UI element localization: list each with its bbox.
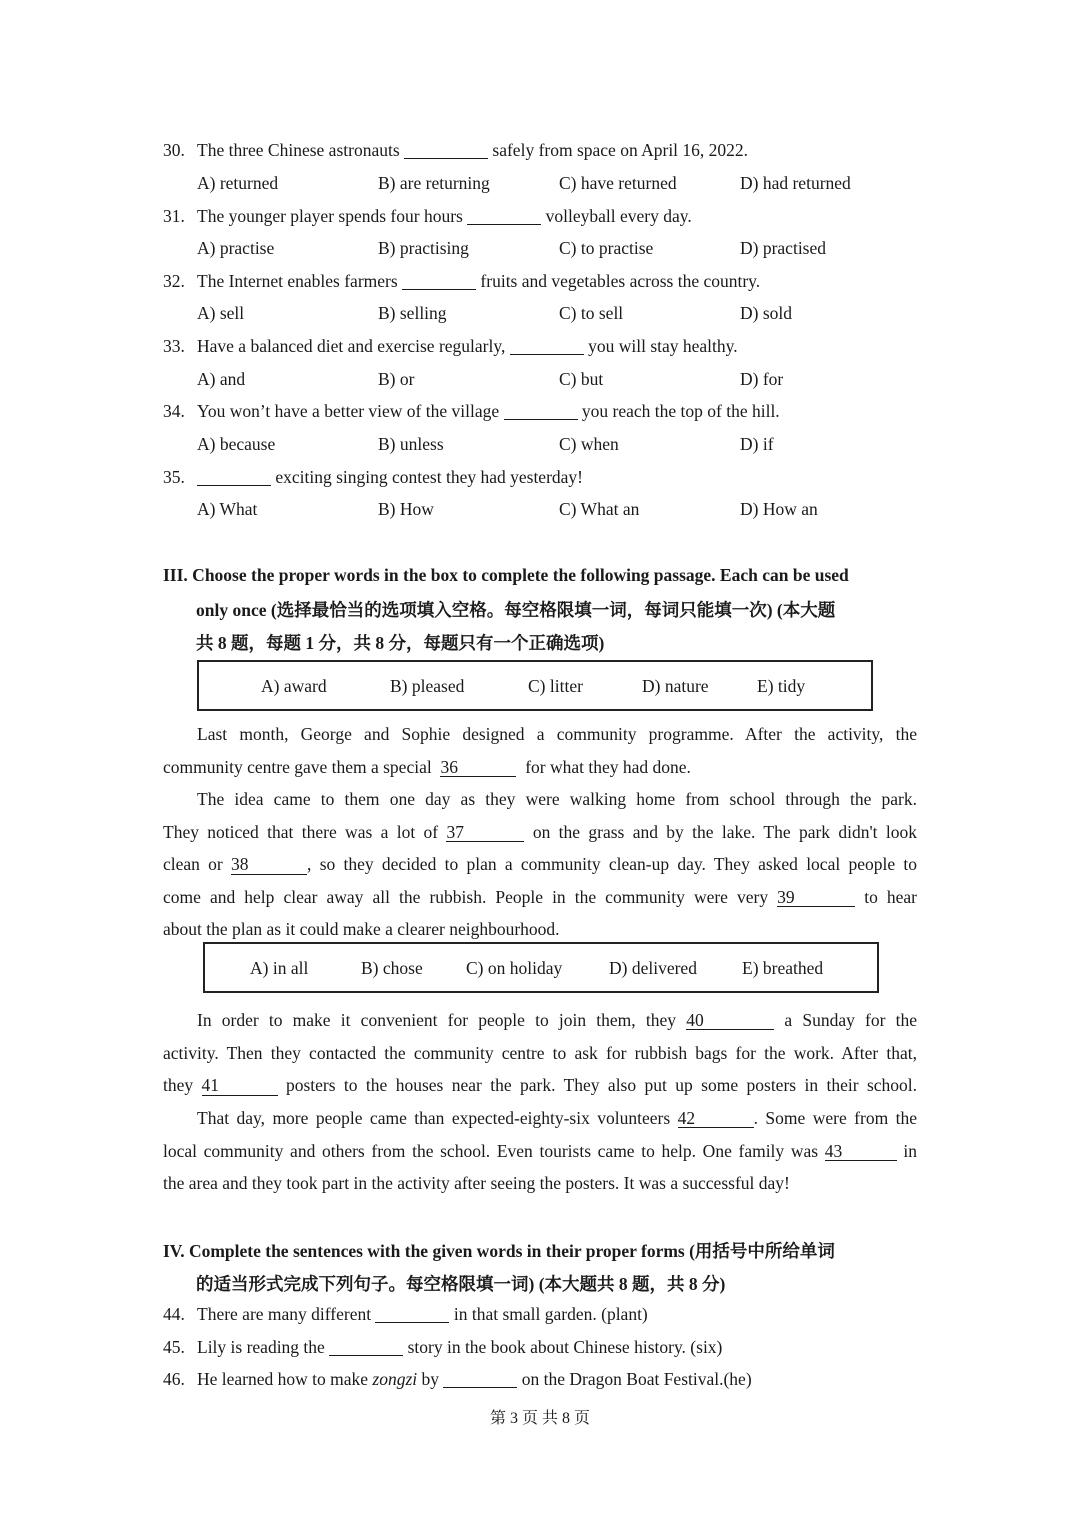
passage-line <box>163 1069 917 1102</box>
word-option: B) chose <box>361 958 423 978</box>
option-d: D) How an <box>740 499 818 519</box>
question-number: 44. <box>163 1304 185 1324</box>
section-3-heading-line1: III. Choose the proper words in the box to complete the following passage. Each can be used <box>163 565 849 585</box>
question-number: 46. <box>163 1369 185 1389</box>
question-text: story in the book about Chinese history. (six) <box>407 1337 723 1357</box>
answer-blank <box>375 1305 449 1324</box>
passage-text: they <box>163 1075 194 1096</box>
answer-blank <box>467 207 541 226</box>
answer-blank <box>404 141 488 160</box>
question-number: 30. <box>163 140 185 160</box>
question-text: He learned how to make <box>197 1369 369 1389</box>
passage-line <box>163 816 917 849</box>
answer-blank <box>510 337 584 356</box>
word-option: C) litter <box>528 676 583 696</box>
section-4-heading-line2: 的适当形式完成下列句子。每空格限填一词) (本大题共 8 题，共 8 分) <box>196 1274 726 1294</box>
word-box-1 <box>197 660 873 711</box>
word-option: C) on holiday <box>466 958 563 978</box>
question-44 <box>163 1304 648 1325</box>
passage-line <box>163 1135 917 1168</box>
question-text: volleyball every day. <box>545 206 692 226</box>
question-31 <box>163 206 692 227</box>
word-option: D) delivered <box>609 958 697 978</box>
option-d: D) if <box>740 434 774 454</box>
option-b: B) unless <box>378 434 444 454</box>
blank-37: 37 <box>446 823 524 842</box>
blank-36: 36 <box>440 758 516 777</box>
option-b: B) selling <box>378 303 447 323</box>
option-a: A) practise <box>197 238 275 258</box>
question-text: safely from space on April 16, 2022. <box>492 140 749 160</box>
question-30 <box>163 140 748 161</box>
passage-text: community centre gave them a special <box>163 756 432 777</box>
passage-text: That day, more people came than expected-eighty-six volunteers <box>197 1108 671 1128</box>
blank-42: 42 <box>678 1109 754 1128</box>
question-35 <box>163 467 583 488</box>
section-3-heading-line2: only once (选择最恰当的选项填入空格。每空格限填一词，每词只能填一次) (本大题 <box>196 600 836 620</box>
question-text: You won’t have a better view of the village <box>197 401 500 421</box>
passage-text: for what they had done. <box>525 756 691 777</box>
option-c: C) to sell <box>559 303 624 323</box>
option-c: C) What an <box>559 499 640 519</box>
passage-text: clean or <box>163 854 223 875</box>
question-text: Have a balanced diet and exercise regularly, <box>197 336 506 356</box>
question-45 <box>163 1337 722 1358</box>
word-option: E) breathed <box>742 958 824 978</box>
option-b: B) practising <box>378 238 469 258</box>
question-text: exciting singing contest they had yesterday! <box>275 467 584 487</box>
question-text-italic: zongzi <box>372 1369 418 1389</box>
passage-text: in <box>903 1140 918 1161</box>
passage-paragraph-1 <box>163 718 917 783</box>
question-text: by <box>421 1369 440 1389</box>
answer-blank <box>402 272 476 291</box>
passage-line <box>163 881 917 914</box>
option-a: A) and <box>197 369 246 389</box>
blank-39: 39 <box>777 888 855 907</box>
question-text: There are many different <box>197 1304 372 1324</box>
passage-text: posters to the houses near the park. They also put up some posters in their school. <box>285 1075 918 1096</box>
passage-line <box>163 751 917 784</box>
question-34 <box>163 401 780 422</box>
question-text: Lily is reading the <box>197 1337 325 1357</box>
passage-text: . Some were from the <box>753 1108 918 1128</box>
question-number: 33. <box>163 336 185 356</box>
option-d: D) practised <box>740 238 827 258</box>
passage-text: a Sunday for the <box>784 1010 918 1030</box>
passage-text: on the grass and by the lake. The park didn't look <box>532 821 917 842</box>
passage-line <box>163 1102 917 1135</box>
word-option: A) in all <box>250 958 309 978</box>
word-box-2 <box>203 942 879 993</box>
passage-text: They noticed that there was a lot of <box>163 821 439 842</box>
option-b: B) How <box>378 499 434 519</box>
option-d: D) had returned <box>740 173 851 193</box>
question-32 <box>163 271 760 292</box>
option-c: C) to practise <box>559 238 654 258</box>
passage-paragraph-2 <box>163 783 917 946</box>
question-number: 34. <box>163 401 185 421</box>
option-a: A) What <box>197 499 258 519</box>
passage-text: , so they decided to plan a community clean-up day. They asked local people to <box>307 854 917 875</box>
passage-text: In order to make it convenient for people to join them, they <box>197 1010 676 1030</box>
passage-text: local community and others from the school. Even tourists came to help. One family was <box>163 1140 819 1161</box>
word-option: D) nature <box>642 676 709 696</box>
question-33 <box>163 336 738 357</box>
option-c: C) when <box>559 434 619 454</box>
word-option: B) pleased <box>390 676 465 696</box>
word-option: E) tidy <box>757 676 806 696</box>
question-number: 32. <box>163 271 185 291</box>
answer-blank <box>443 1370 517 1389</box>
question-text: in that small garden. (plant) <box>453 1304 648 1324</box>
question-text: on the Dragon Boat Festival.(he) <box>521 1369 752 1389</box>
answer-blank <box>197 468 271 487</box>
page-footer: 第 3 页 共 8 页 <box>489 1410 590 1427</box>
passage-line: about the plan as it could make a clearer neighbourhood. <box>163 919 560 940</box>
passage-line: The idea came to them one day as they were walking home from school through the park. <box>197 789 917 809</box>
passage-line: the area and they took part in the activity after seeing the posters. It was a successful day! <box>163 1173 790 1194</box>
option-c: C) have returned <box>559 173 677 193</box>
section-4-heading-line1: IV. Complete the sentences with the given words in their proper forms (用括号中所给单词 <box>163 1241 835 1261</box>
option-b: B) are returning <box>378 173 490 193</box>
option-d: D) sold <box>740 303 793 323</box>
question-text: you reach the top of the hill. <box>581 401 780 421</box>
passage-line <box>163 848 917 881</box>
option-c: C) but <box>559 369 604 389</box>
question-text: The three Chinese astronauts <box>197 140 400 160</box>
option-a: A) sell <box>197 303 245 323</box>
question-text: The younger player spends four hours <box>197 206 463 226</box>
passage-text: to hear <box>864 886 918 907</box>
question-number: 31. <box>163 206 185 226</box>
passage-paragraph-3 <box>163 1004 917 1102</box>
section-3-heading-line3: 共 8 题，每题 1 分，共 8 分，每题只有一个正确选项) <box>196 633 605 653</box>
passage-line: activity. Then they contacted the community centre to ask for rubbish bags for the work. After that, <box>163 1042 917 1063</box>
word-option: A) award <box>261 676 327 696</box>
question-number: 45. <box>163 1337 185 1357</box>
blank-40: 40 <box>686 1011 774 1030</box>
passage-paragraph-4 <box>163 1102 917 1200</box>
option-b: B) or <box>378 369 415 389</box>
option-a: A) returned <box>197 173 279 193</box>
question-number: 35. <box>163 467 185 487</box>
question-text: The Internet enables farmers <box>197 271 398 291</box>
blank-41: 41 <box>202 1076 278 1095</box>
passage-text: come and help clear away all the rubbish. People in the community were very <box>163 886 769 907</box>
blank-43: 43 <box>825 1142 897 1161</box>
option-d: D) for <box>740 369 784 389</box>
question-text: fruits and vegetables across the country. <box>480 271 761 291</box>
option-a: A) because <box>197 434 276 454</box>
answer-blank <box>504 402 578 421</box>
question-text: you will stay healthy. <box>588 336 738 356</box>
passage-line: Last month, George and Sophie designed a community programme. After the activity, the <box>197 724 917 744</box>
answer-blank <box>329 1338 403 1357</box>
question-46 <box>163 1369 752 1390</box>
blank-38: 38 <box>231 855 307 874</box>
passage-line <box>163 1004 917 1037</box>
